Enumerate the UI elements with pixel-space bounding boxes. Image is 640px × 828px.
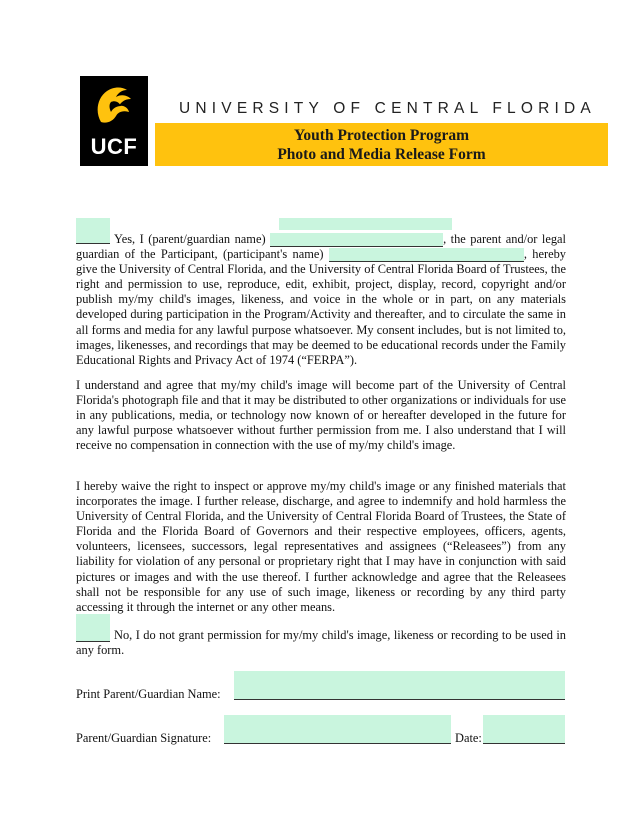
print-name-field[interactable] [234, 671, 565, 700]
consent-text-b: , the parent and/or legal guardian of the Participant, (participant's name) [76, 232, 566, 262]
print-name-label: Print Parent/Guardian Name: [76, 687, 221, 701]
participant-name-field[interactable] [329, 248, 524, 262]
consent-text-c: , hereby give the University of Central Florida, and the University of Central Florida Board of Trustees, the right and permission to use, reproduce, edit, exhibit, project, display, record, copyright and/or publish my/my child's images, likeness, and voice in the whole or in part, on any materials developed during participation in the Program/Activity and thereafter, and to circulate the same in all forms and media for any lawful purpose whatsoever. My consent includes, but is not limited to, images, likenesses, and recordings that may be deemed to be educational records under the Family Educational Rights and Privacy Act of 1974 (“FERPA”). [76, 247, 566, 367]
signature-label: Parent/Guardian Signature: [76, 731, 212, 745]
paragraph-2: I understand and agree that my/my child's image will become part of the University of Central Florida's photograph file and that it may be distributed to other organizations or individuals for use in any publications, media, or technology now known of or hereafter developed in the future for any lawful purpose whatsoever without further permission from me. I also understand that I will receive no compensation in connection with the use of my/my child's image. [76, 378, 566, 453]
date-field[interactable] [483, 715, 565, 744]
date-label: Date: [455, 731, 482, 745]
title-line-1: Youth Protection Program [293, 127, 470, 144]
consent-paragraph [76, 232, 566, 368]
decline-paragraph: No, I do not grant permission for my/my child's image, likeness or recording to be used in any form. [76, 628, 566, 658]
pegasus-icon [91, 82, 137, 132]
logo-text: UCF [90, 134, 138, 159]
parent-name-field[interactable] [270, 233, 443, 247]
title-banner [155, 123, 608, 166]
title-line-2: Photo and Media Release Form [277, 146, 486, 163]
university-name: UNIVERSITY OF CENTRAL FLORIDA [179, 100, 596, 117]
signature-field[interactable] [224, 715, 451, 744]
parent-name-field-top [279, 218, 452, 230]
ucf-logo [80, 76, 148, 166]
paragraph-3: I hereby waive the right to inspect or approve my/my child's image or any finished materials that incorporates the image. I further release, discharge, and agree to indemnify and hold harmless the University of Central Florida, and the University of Central Florida Board of Trustees, the State of Florida and the Florida Board of Governors and their respective employees, officers, agents, volunteers, licensees, successors, legal representatives and assignees (“Releasees”) from any liability for violation of any personal or proprietary right that I may have in conjunction with said pictures or images and with the use thereof. I further acknowledge and agree that the Releasees shall not be responsible for any use of such image, likeness or recording by any third party accessing it through the internet or any other means. [76, 479, 566, 614]
consent-text-a: Yes, I (parent/guardian name) [114, 232, 266, 246]
